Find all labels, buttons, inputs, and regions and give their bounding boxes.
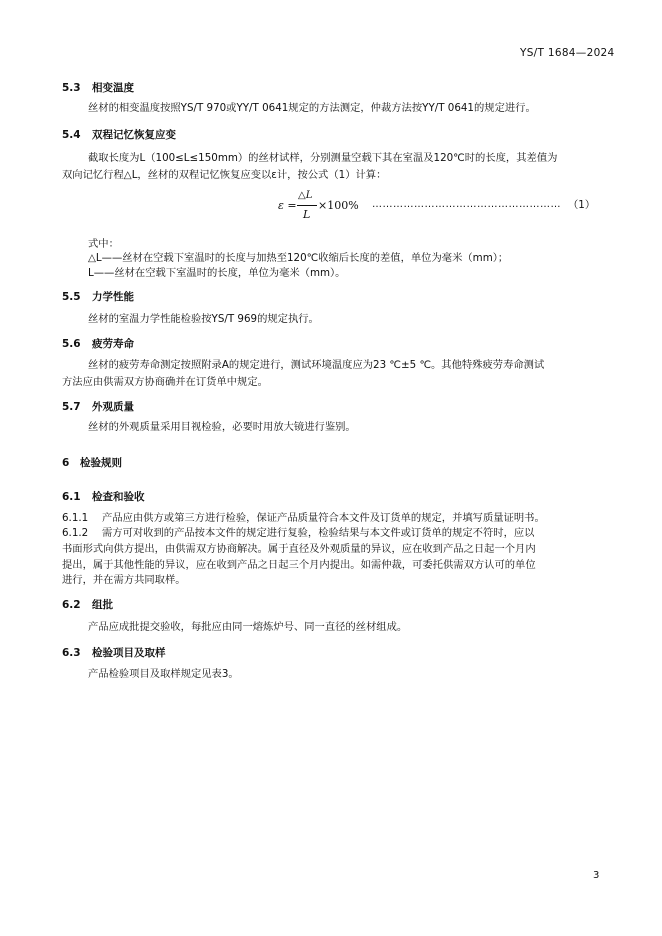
paragraph: 丝材的相变温度按照YS/T 970或YY/T 0641规定的方法测定，仲裁方法按YY/T 0641的规定进行。 bbox=[88, 102, 536, 114]
formula-lhs: ε = bbox=[278, 199, 297, 212]
formula-numerator: △L bbox=[298, 190, 313, 201]
section-heading-5-4 bbox=[62, 127, 176, 142]
section-heading-6-3 bbox=[62, 645, 166, 660]
section-heading-5-3 bbox=[62, 80, 134, 95]
formula-leader-dots: ……………………………………………… bbox=[372, 199, 561, 210]
paragraph: 产品应成批提交验收，每批应由同一熔炼炉号、同一直径的丝材组成。 bbox=[88, 621, 408, 633]
clause-text: 产品应由供方或第三方进行检验，保证产品质量符合本文件及订货单的规定，并填写质量证明书。 bbox=[102, 512, 545, 524]
section-number: 5.4 bbox=[62, 129, 81, 141]
formula-denominator: L bbox=[303, 208, 311, 221]
where-label: 式中： bbox=[88, 238, 119, 250]
clause-number: 6.1.2 bbox=[62, 527, 89, 539]
section-heading-5-5 bbox=[62, 289, 134, 304]
clause-text-line: 进行，并在需方共同取样。 bbox=[62, 574, 186, 586]
section-number: 6.3 bbox=[62, 647, 81, 659]
definition-l: L——丝材在空载下室温时的长度，单位为毫米（mm）。 bbox=[88, 267, 346, 279]
paragraph-line: 双向记忆行程△L，丝材的双程记忆恢复应变以ε计，按公式（1）计算： bbox=[62, 169, 387, 181]
paragraph: 产品检验项目及取样规定见表3。 bbox=[88, 668, 239, 680]
formula-rhs: ×100% bbox=[318, 199, 359, 212]
section-title: 检查和验收 bbox=[92, 491, 145, 503]
section-title: 组批 bbox=[92, 599, 113, 611]
section-title: 检验项目及取样 bbox=[92, 647, 166, 659]
clause-text-line: 提出，属于其他性能的异议，应在收到产品之日起三个月内提出。如需仲裁，可委托供需双方认可的单位 bbox=[62, 559, 536, 571]
section-number: 6.2 bbox=[62, 599, 81, 611]
section-title: 双程记忆恢复应变 bbox=[92, 129, 176, 141]
clause-number: 6.1.1 bbox=[62, 512, 89, 524]
standard-code: YS/T 1684—2024 bbox=[520, 47, 615, 59]
section-heading-5-6 bbox=[62, 336, 134, 351]
paragraph-line: 截取长度为L（100≤L≤150mm）的丝材试样，分别测量空载下其在室温及120℃时的长度，其差值为 bbox=[88, 152, 558, 164]
chapter-title: 检验规则 bbox=[80, 457, 122, 469]
section-heading-6-2 bbox=[62, 597, 113, 612]
section-number: 5.5 bbox=[62, 291, 81, 303]
clause-text-line: 书面形式向供方提出，由供需双方协商解决。属于直径及外观质量的异议，应在收到产品之日起一个月内 bbox=[62, 543, 536, 555]
clause-6-1-2 bbox=[62, 525, 534, 542]
clause-text-line: 需方可对收到的产品按本文件的规定进行复验，检验结果与本文件或订货单的规定不符时，应以 bbox=[102, 527, 535, 539]
section-heading-6-1 bbox=[62, 489, 145, 504]
section-title: 疲劳寿命 bbox=[92, 338, 134, 350]
section-title: 相变温度 bbox=[92, 82, 134, 94]
paragraph: 丝材的室温力学性能检验按YS/T 969的规定执行。 bbox=[88, 313, 319, 325]
section-title: 力学性能 bbox=[92, 291, 134, 303]
section-number: 6.1 bbox=[62, 491, 81, 503]
paragraph-line: 方法应由供需双方协商确并在订货单中规定。 bbox=[62, 376, 268, 388]
section-number: 5.3 bbox=[62, 82, 81, 94]
chapter-number: 6 bbox=[62, 457, 70, 469]
section-heading-5-7 bbox=[62, 399, 134, 414]
section-number: 5.7 bbox=[62, 401, 81, 413]
paragraph: 丝材的外观质量采用目视检验，必要时用放大镜进行鉴别。 bbox=[88, 421, 356, 433]
formula-number: （1） bbox=[568, 199, 596, 211]
page-number: 3 bbox=[593, 870, 600, 881]
chapter-heading-6 bbox=[62, 455, 122, 470]
paragraph-line: 丝材的疲劳寿命测定按照附录A的规定进行，测试环境温度应为23 ℃±5 ℃。其他特殊疲劳寿命测试 bbox=[88, 359, 545, 371]
definition-delta-l: △L——丝材在空载下室温时的长度与加热至120℃收缩后长度的差值，单位为毫米（mm）； bbox=[88, 252, 509, 264]
section-title: 外观质量 bbox=[92, 401, 134, 413]
fraction-bar bbox=[297, 205, 317, 206]
section-number: 5.6 bbox=[62, 338, 81, 350]
